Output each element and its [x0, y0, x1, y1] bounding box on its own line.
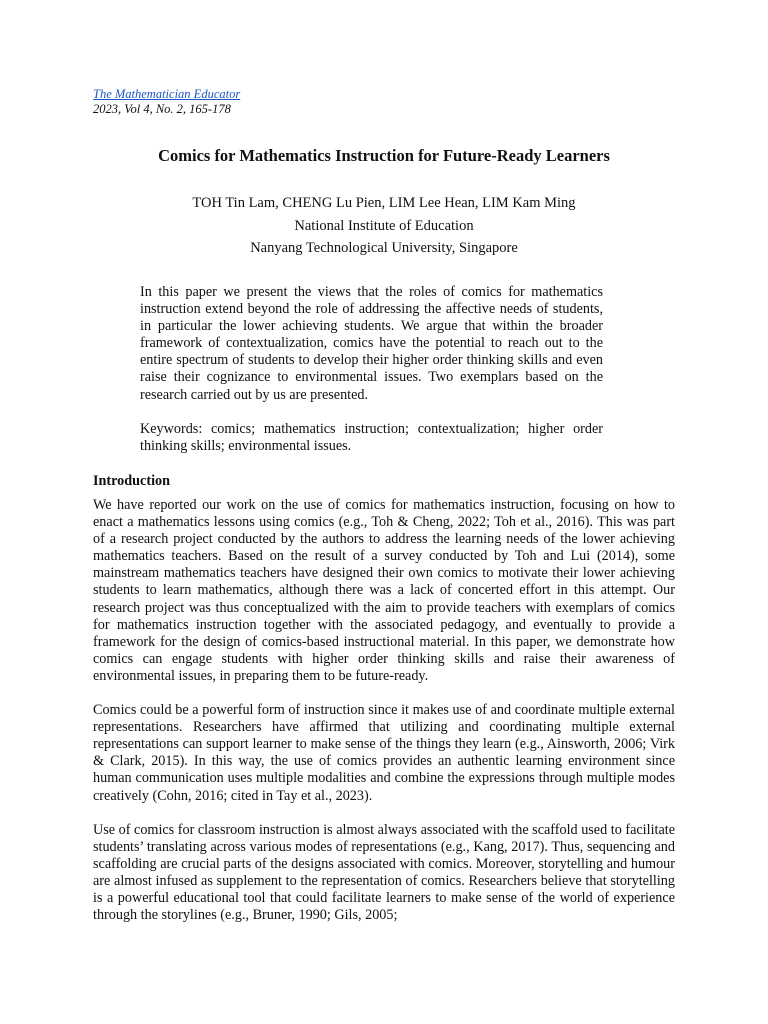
author-list: TOH Tin Lam, CHENG Lu Pien, LIM Lee Hean, LIM Kam Ming	[192, 195, 576, 211]
abstract-text: In this paper we present the views that the roles of comics for mathematics instruction extend beyond the role of addressing the affective needs of students, in particular the lower achieving students. We argue that within the broader framework of contextualization, comics have the potential to reach out to the entire spectrum of students to develop their higher order thinking skills and even raise their cognizance to environmental issues. Two exemplars based on the research carried out by us are presented.	[140, 284, 603, 403]
journal-link[interactable]: The Mathematician Educator	[93, 87, 241, 101]
introduction-body	[93, 497, 675, 941]
affiliation-institute: National Institute of Education	[294, 217, 474, 234]
keywords: Keywords: comics; mathematics instruction; contextualization; higher order thinking skills; environmental issues.	[140, 420, 603, 454]
journal-header	[93, 87, 240, 117]
affiliation-university: Nanyang Technological University, Singapore	[250, 240, 518, 256]
body-paragraph: We have reported our work on the use of comics for mathematics instruction, focusing on how to enact a mathematics lessons using comics (e.g., Toh & Cheng, 2022; Toh et al., 2016). This was part of a research project conducted by the authors to address the learning needs of the lower achieving mathematics teachers. Based on the result of a survey conducted by Toh and Lui (2014), some mainstream mathematics teachers have designed their own comics to motivate their lower achieving students to learn mathematics, although there was a lack of concerted effort in this attempt. Our research project was thus conceptualized with the aim to provide teachers with exemplars of comics for mathematics instruction together with the associated pedagogy, and eventually to provide a framework for the design of comics-based instructional material. In this paper, we demonstrate how comics can engage students with higher order thinking skills and raise their awareness of environmental issues, in preparing them to be future-ready.	[93, 497, 675, 684]
journal-citation: 2023, Vol 4, No. 2, 165-178	[93, 102, 231, 116]
section-heading-introduction: Introduction	[93, 473, 170, 489]
body-paragraph: Use of comics for classroom instruction is almost always associated with the scaffold used to facilitate students’ translating across various modes of representations (e.g., Kang, 2017). Thus, sequencing and scaffolding are crucial parts of the designs associated with comics. Moreover, storytelling and humour are almost infused as supplement to the representation of comics. Researchers believe that storytelling is a powerful educational tool that could facilitate learners to make sense of the world of experience through the storylines (e.g., Bruner, 1990; Gils, 2005;	[93, 821, 675, 924]
paper-title: Comics for Mathematics Instruction for Future-Ready Learners	[158, 146, 610, 165]
body-paragraph: Comics could be a powerful form of instruction since it makes use of and coordinate multiple external representations. Researchers have affirmed that utilizing and coordinating multiple external representations can support learner to make sense of the things they learn (e.g., Ainsworth, 2006; Virk & Clark, 2015). In this way, the use of comics provides an authentic learning environment since human communication uses multiple modalities and combine the expressions through multiple modes creatively (Cohn, 2016; cited in Tay et al., 2023).	[93, 702, 675, 804]
abstract	[140, 284, 603, 455]
author-block	[60, 192, 708, 260]
